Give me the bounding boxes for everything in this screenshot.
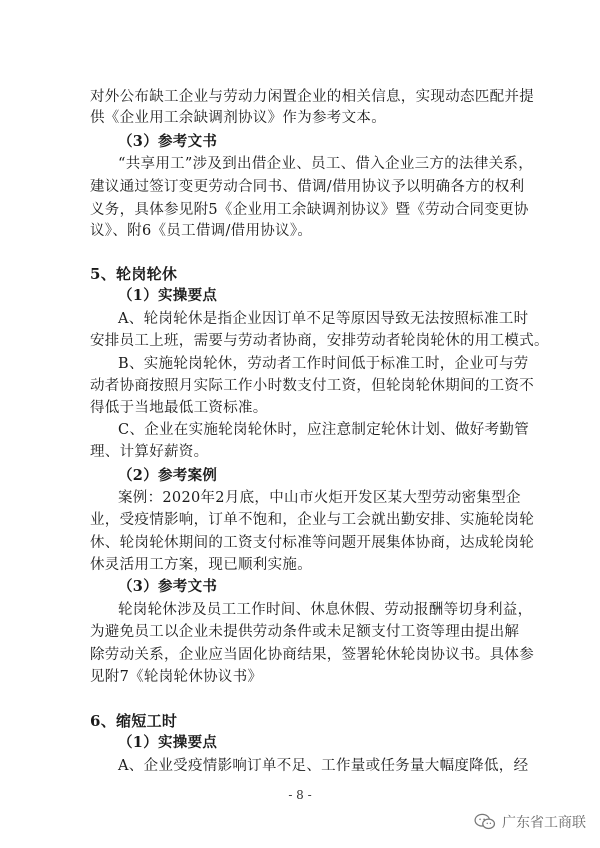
text-line: 轮岗轮休涉及员工工作时间、休息休假、劳动报酬等切身利益， — [118, 602, 533, 618]
wechat-icon — [474, 813, 496, 831]
text-line: “共享用工”涉及到出借企业、员工、借入企业三方的法律关系， — [118, 156, 534, 172]
text-line: 义务，具体参见附5《企业用工余缺调剂协议》暨《劳动合同变更协 — [90, 202, 529, 218]
text-line: 供《企业用工余缺调剂协议》作为参考文本。 — [90, 110, 386, 126]
text-line: 休、轮岗轮休期间的工资支付标准等问题开展集体协商，达成轮岗轮 — [90, 535, 534, 551]
text-line: 休灵活用工方案，现已顺利实施。 — [90, 557, 312, 573]
text-line: 见附7《轮岗轮休协议书》 — [90, 669, 263, 685]
text-line: 为避免员工以企业未提供劳动条件或未足额支付工资等理由提出解 — [90, 624, 520, 640]
text-line: 业，受疫情影响，订单不饱和，企业与工会就出勤安排、实施轮岗轮 — [90, 512, 534, 528]
watermark — [474, 812, 586, 832]
text-line: 得低于当地最低工资标准。 — [90, 400, 268, 416]
text-line: 建议通过签订变更劳动合同书、借调/借用协议予以明确各方的权利 — [90, 179, 525, 195]
text-line: 除劳动关系，企业应当固化协商结果，签署轮休轮岗协议书。具体参 — [90, 647, 534, 663]
page-number: - 8 - — [288, 788, 312, 802]
text-line: C、企业在实施轮岗轮休时，应注意制定轮休计划、做好考勤管 — [118, 422, 529, 438]
subsection-heading: （1）实操要点 — [118, 734, 218, 751]
text-line: B、实施轮岗轮休，劳动者工作时间低于标准工时，企业可与劳 — [118, 356, 529, 372]
section-heading: 6、缩短工时 — [90, 712, 178, 730]
text-line: 案例：2020年2月底，中山市火炬开发区某大型劳动密集型企 — [118, 490, 521, 506]
text-line: A、轮岗轮休是指企业因订单不足等原因导致无法按照标准工时 — [118, 311, 529, 327]
text-line: 安排员工上班，需要与劳动者协商，安排劳动者轮岗轮休的用工模式。 — [90, 333, 549, 349]
subsection-heading: （2）参考案例 — [118, 467, 218, 484]
watermark-text: 广东省工商联 — [502, 815, 586, 831]
subsection-heading: （1）实操要点 — [118, 287, 218, 304]
subsection-heading: （3）参考文书 — [118, 578, 218, 595]
text-line: 动者协商按照月实际工作小时数支付工资，但轮岗轮休期间的工资不 — [90, 378, 534, 394]
subsection-heading: （3）参考文书 — [118, 133, 218, 150]
text-line: 对外公布缺工企业与劳动力闲置企业的相关信息，实现动态匹配并提 — [90, 89, 534, 105]
section-heading: 5、轮岗轮休 — [90, 265, 178, 283]
text-line: 理、计算好薪资。 — [90, 444, 209, 460]
text-line: A、企业受疫情影响订单不足、工作量或任务量大幅度降低，经 — [118, 758, 529, 774]
text-line: 议》、附6《员工借调/借用协议》。 — [90, 223, 313, 239]
